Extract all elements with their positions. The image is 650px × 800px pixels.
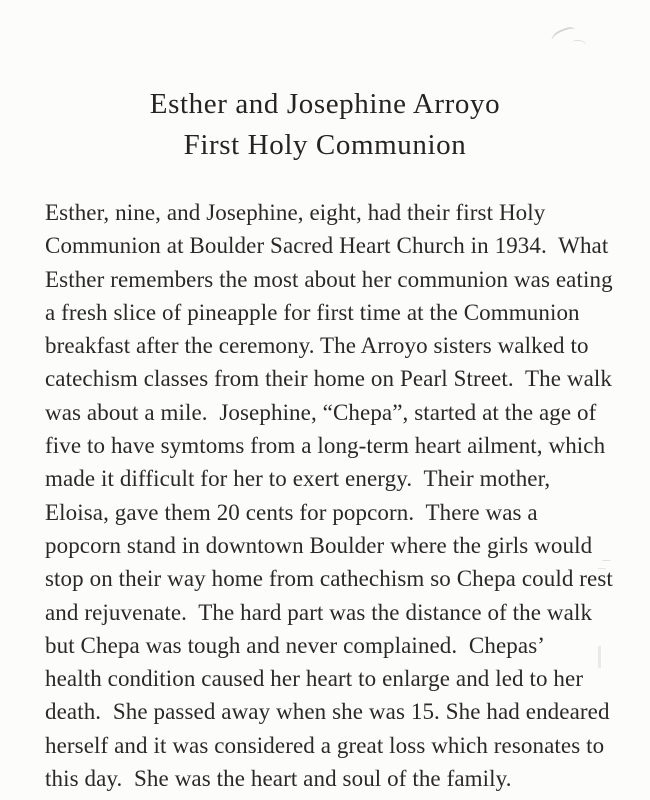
text-line: but Chepa was tough and never complained. Chepas’ bbox=[45, 632, 546, 658]
text-line: Esther, nine, and Josephine, eight, had their first Holy bbox=[45, 200, 546, 225]
text-line: breakfast after the ceremony. The Arroyo sisters walked to bbox=[45, 333, 589, 359]
text-line: made it difficult for her to exert energy. Their mother, bbox=[45, 466, 551, 492]
text-line: this day. She was the heart and soul of the family. bbox=[45, 766, 512, 792]
text-line: herself and it was considered a great loss which resonates to bbox=[45, 732, 605, 758]
text-line: Communion at Boulder Sacred Heart Church in 1934. What bbox=[45, 233, 609, 259]
text-line: and rejuvenate. The hard part was the distance of the walk bbox=[45, 599, 593, 625]
text-line: stop on their way home from cathechism so Chepa could rest bbox=[45, 566, 613, 592]
document-body bbox=[45, 196, 650, 795]
text-line: death. She passed away when she was 15. She had endeared bbox=[45, 699, 610, 725]
text-line: health condition caused her heart to enlarge and led to her bbox=[45, 666, 584, 692]
document-title bbox=[0, 84, 650, 166]
scan-artifact-squiggle bbox=[572, 39, 587, 48]
text-line: catechism classes from their home on Pearl Street. The walk bbox=[45, 366, 612, 392]
text-line: a fresh slice of pineapple for first time at the Communion bbox=[45, 299, 580, 325]
text-line: popcorn stand in downtown Boulder where the girls would bbox=[45, 532, 593, 558]
title-line-1: Esther and Josephine Arroyo bbox=[149, 88, 501, 120]
text-line: five to have symtoms from a long-term heart ailment, which bbox=[45, 433, 606, 459]
text-line: Eloisa, gave them 20 cents for popcorn. There was a bbox=[45, 499, 538, 525]
text-line: was about a mile. Josephine, “Chepa”, started at the age of bbox=[45, 399, 597, 425]
scan-artifact-squiggle bbox=[549, 25, 578, 47]
text-line: Esther remembers the most about her communion was eating bbox=[45, 266, 613, 292]
title-line-2: First Holy Communion bbox=[183, 129, 467, 161]
